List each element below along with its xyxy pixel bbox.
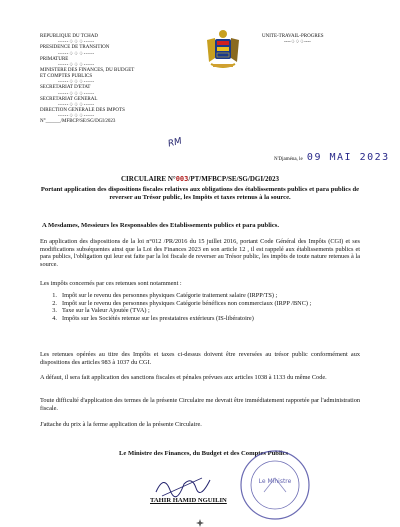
header-separator: -----♢♢♢-----: [58, 62, 95, 68]
header-right-separator: ----♢♢♢----: [284, 40, 311, 45]
header-separator: -----♢♢♢-----: [58, 114, 95, 120]
circulaire-subject: Portant application des dispositions fiscales relatives aux obligations des établissements publics et para publics de reverser au Trésor public, les Impôts et taxes retenus à la source.: [40, 186, 360, 202]
header-right: [262, 34, 323, 46]
national-motto: UNITE-TRAVAIL-PROGRES: [262, 34, 324, 39]
taxes-list: [40, 292, 360, 322]
circulaire-prefix: CIRCULAIRE N°: [120, 175, 176, 183]
list-item: 2. Impôt sur le revenu des personnes physiques Catégorie bénéfices non commerciaux (IRPP /BNC) ;: [52, 299, 312, 307]
minister-title: Le Ministre des Finances, du Budget et des Comptes Publics: [119, 450, 289, 457]
header-separator: -----♢♢♢-----: [58, 103, 95, 109]
paragraph-taxes-intro: Les impôts concernés par ces retenues sont notamment :: [40, 280, 182, 287]
header-secretariat-etat: SECRETARIAT D'ETAT: [40, 85, 91, 91]
list-item: 1. Impôt sur le revenu des personnes physiques Catégorie traitement salaire (IRPP/TS) ;: [52, 292, 278, 299]
signatory-name: TAHIR HAMID NGUILIN: [150, 497, 227, 504]
salutation: A Mesdames, Messieurs les Responsables des Etablissements publics et para publics.: [42, 222, 280, 229]
header-primature: PRIMATURE: [40, 56, 69, 62]
header-separator: -----♢♢♢-----: [58, 80, 95, 86]
list-item: 4. Impôts sur les Sociétés retenue sur les prestataires extérieurs (IS-libératoire): [52, 314, 254, 322]
header-country: REPUBLIQUE DU TCHAD: [40, 34, 98, 39]
circulaire-number: 003: [175, 175, 189, 183]
handwritten-initials: RM: [166, 136, 184, 150]
header-reference: N°______/MFBCP/SE/SG/DGI/2023: [40, 119, 116, 125]
svg-text:Le Ministre: Le Ministre: [258, 478, 292, 485]
header-separator: -----♢♢♢-----: [58, 40, 95, 46]
paragraph-difficulty: Toute difficulté d'application des termes de la présente Circulaire me devrait être immédiatement rapportée par l'administration fiscale.: [40, 397, 360, 412]
header-direction: DIRECTION GENERALE DES IMPOTS: [40, 108, 125, 114]
date-handwritten: 09 MAI 2023: [306, 152, 390, 163]
list-item: 3. Taxe sur la Valeur Ajoutée (TVA) ;: [52, 307, 150, 315]
footer-ornament-icon: [196, 519, 204, 527]
header-separator: -----♢♢♢-----: [58, 51, 95, 57]
date-place: N'Djaména, le: [274, 157, 303, 162]
circulaire-suffix: /PT/MFBCP/SE/SG/DGI/2023: [188, 175, 279, 183]
header-secretariat-general: SECRETARIAT GENERAL: [40, 96, 98, 102]
official-stamp-icon: [238, 448, 312, 522]
header-presidency: PRESIDENCE DE TRANSITION: [40, 45, 110, 51]
paragraph-closing: J'attache du prix à la ferme application de la présente Circulaire.: [40, 421, 202, 428]
header-ministry: MINISTERE DES FINANCES, DU BUDGET: [40, 67, 135, 73]
signature-icon: [152, 470, 212, 500]
paragraph-reversal: Les retenues opérées au titre des Impôts et taxes ci-dessus doivent être reversées au trésor public conformément aux dispositions des articles 983 à 1037 du CGI.: [40, 351, 360, 366]
header-ministry-2: ET COMPTES PUBLICS: [40, 74, 93, 80]
header-left: [40, 34, 200, 126]
circulaire-title: [0, 175, 400, 183]
coat-of-arms-icon: [203, 28, 243, 72]
header-separator: -----♢♢♢-----: [58, 91, 95, 97]
paragraph-sanctions: A défaut, il sera fait application des sanctions fiscales et pénales prévues aux articles 1038 à 1133 du même Code.: [40, 374, 327, 381]
date-line: [274, 152, 390, 163]
paragraph-intro: En application des dispositions de la loi n°012 /PR/2016 du 15 juillet 2016, portant Code Général des Impôts (CGI) et ses modifications subséquentes ainsi que la Loi des Finances 2023 en son article 12 , il est rappelé aux établissements publics et para publics, l'obligation qui leur est faite par la loi fiscale de reverser au Trésor public, les impôts de toute nature retenues à la source.: [40, 238, 360, 268]
